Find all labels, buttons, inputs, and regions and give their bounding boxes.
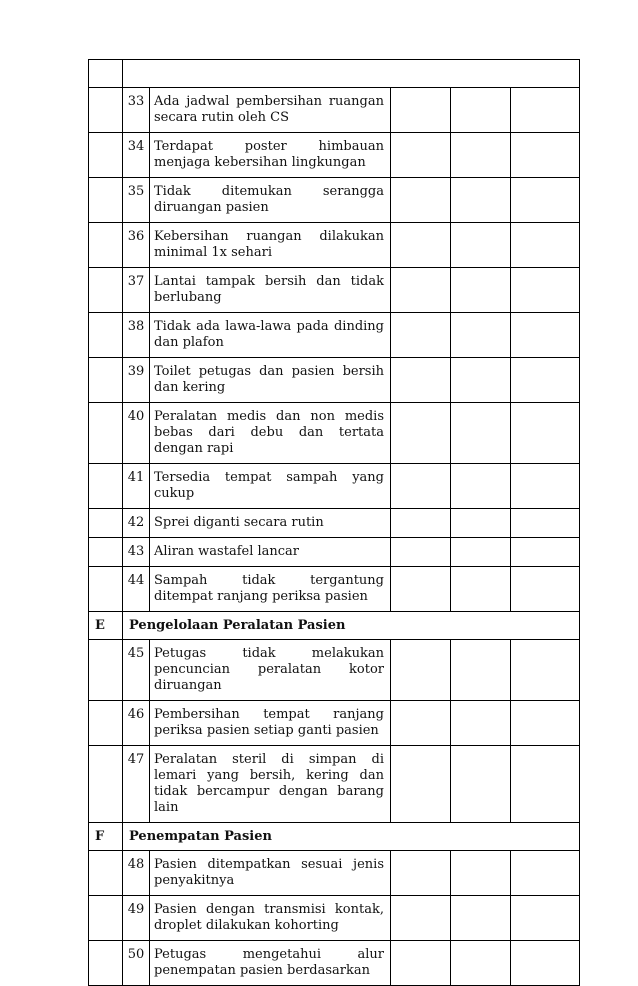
empty-cell: [89, 178, 123, 223]
check-cell[interactable]: [511, 567, 580, 612]
item-number: 44: [123, 567, 150, 612]
empty-cell: [89, 403, 123, 464]
check-cell[interactable]: [451, 313, 511, 358]
empty-cell: [89, 313, 123, 358]
check-cell[interactable]: [451, 851, 511, 896]
item-text: Peralatan steril di simpan di lemari yang bersih, kering dan tidak bercampur dengan barang lain: [150, 746, 391, 823]
check-cell[interactable]: [511, 896, 580, 941]
check-cell[interactable]: [391, 403, 451, 464]
check-cell[interactable]: [391, 701, 451, 746]
empty-cell: [89, 896, 123, 941]
check-cell[interactable]: [451, 403, 511, 464]
empty-cell: [89, 538, 123, 567]
check-cell[interactable]: [391, 567, 451, 612]
check-cell[interactable]: [511, 178, 580, 223]
check-cell[interactable]: [511, 640, 580, 701]
section-code: E: [89, 612, 123, 640]
check-cell[interactable]: [451, 268, 511, 313]
empty-cell: [89, 60, 123, 88]
blank-header-row: [89, 60, 580, 88]
checklist-table: [88, 59, 580, 986]
item-number: 46: [123, 701, 150, 746]
item-text: Sprei diganti secara rutin: [150, 509, 391, 538]
item-text: Terdapat poster himbauan menjaga kebersihan lingkungan: [150, 133, 391, 178]
item-text: Toilet petugas dan pasien bersih dan kering: [150, 358, 391, 403]
item-text: Aliran wastafel lancar: [150, 538, 391, 567]
check-cell[interactable]: [451, 567, 511, 612]
item-text: Petugas tidak melakukan pencuncian peralatan kotor diruangan: [150, 640, 391, 701]
item-text: Ada jadwal pembersihan ruangan secara rutin oleh CS: [150, 88, 391, 133]
item-text: Tidak ada lawa-lawa pada dinding dan plafon: [150, 313, 391, 358]
check-cell[interactable]: [391, 313, 451, 358]
item-text: Tidak ditemukan serangga diruangan pasien: [150, 178, 391, 223]
empty-cell: [89, 701, 123, 746]
empty-cell: [89, 746, 123, 823]
empty-cell: [89, 223, 123, 268]
empty-cell: [89, 851, 123, 896]
item-number: 40: [123, 403, 150, 464]
item-number: 38: [123, 313, 150, 358]
check-cell[interactable]: [451, 509, 511, 538]
table-row: [89, 464, 580, 509]
check-cell[interactable]: [511, 313, 580, 358]
item-text: Pembersihan tempat ranjang periksa pasien setiap ganti pasien: [150, 701, 391, 746]
empty-cell: [89, 567, 123, 612]
item-text: Sampah tidak tergantung ditempat ranjang periksa pasien: [150, 567, 391, 612]
table-row: [89, 509, 580, 538]
check-cell[interactable]: [391, 464, 451, 509]
check-cell[interactable]: [391, 178, 451, 223]
section-title: Penempatan Pasien: [123, 823, 580, 851]
item-number: 34: [123, 133, 150, 178]
check-cell[interactable]: [451, 701, 511, 746]
table-row: [89, 358, 580, 403]
empty-cell: [89, 268, 123, 313]
table-row: [89, 701, 580, 746]
check-cell[interactable]: [391, 133, 451, 178]
check-cell[interactable]: [451, 178, 511, 223]
empty-cell: [123, 60, 580, 88]
check-cell[interactable]: [451, 640, 511, 701]
table-row: [89, 567, 580, 612]
table-row: [89, 88, 580, 133]
check-cell[interactable]: [511, 223, 580, 268]
check-cell[interactable]: [511, 268, 580, 313]
item-number: 48: [123, 851, 150, 896]
item-number: 35: [123, 178, 150, 223]
item-text: Tersedia tempat sampah yang cukup: [150, 464, 391, 509]
table-row: [89, 268, 580, 313]
check-cell[interactable]: [511, 746, 580, 823]
empty-cell: [89, 133, 123, 178]
item-number: 33: [123, 88, 150, 133]
table-row: [89, 896, 580, 941]
check-cell[interactable]: [391, 640, 451, 701]
check-cell[interactable]: [511, 133, 580, 178]
item-text: Pasien dengan transmisi kontak, droplet dilakukan kohorting: [150, 896, 391, 941]
check-cell[interactable]: [451, 464, 511, 509]
table-row: [89, 313, 580, 358]
item-text: Pasien ditempatkan sesuai jenis penyakitnya: [150, 851, 391, 896]
check-cell[interactable]: [391, 223, 451, 268]
check-cell[interactable]: [511, 509, 580, 538]
check-cell[interactable]: [511, 464, 580, 509]
table-row: [89, 746, 580, 823]
check-cell[interactable]: [451, 538, 511, 567]
table-row: [89, 851, 580, 896]
item-text: Lantai tampak bersih dan tidak berlubang: [150, 268, 391, 313]
check-cell[interactable]: [451, 746, 511, 823]
item-number: 37: [123, 268, 150, 313]
table-row: [89, 178, 580, 223]
check-cell[interactable]: [451, 133, 511, 178]
table-row: [89, 403, 580, 464]
empty-cell: [89, 640, 123, 701]
table-row: [89, 538, 580, 567]
check-cell[interactable]: [391, 896, 451, 941]
check-cell[interactable]: [511, 701, 580, 746]
check-cell[interactable]: [391, 88, 451, 133]
section-code: F: [89, 823, 123, 851]
item-number: 49: [123, 896, 150, 941]
item-number: 43: [123, 538, 150, 567]
empty-cell: [89, 464, 123, 509]
check-cell[interactable]: [451, 896, 511, 941]
check-cell[interactable]: [391, 851, 451, 896]
table-row: [89, 640, 580, 701]
check-cell[interactable]: [391, 358, 451, 403]
item-text: Kebersihan ruangan dilakukan minimal 1x sehari: [150, 223, 391, 268]
item-text: Petugas mengetahui alur penempatan pasien berdasarkan: [150, 941, 391, 986]
table-row: [89, 223, 580, 268]
item-number: 50: [123, 941, 150, 986]
item-number: 47: [123, 746, 150, 823]
item-number: 42: [123, 509, 150, 538]
section-row: [89, 823, 580, 851]
section-title: Pengelolaan Peralatan Pasien: [123, 612, 580, 640]
table-row: [89, 133, 580, 178]
check-cell[interactable]: [511, 358, 580, 403]
check-cell[interactable]: [511, 88, 580, 133]
check-cell[interactable]: [391, 268, 451, 313]
check-cell[interactable]: [391, 538, 451, 567]
check-cell[interactable]: [451, 358, 511, 403]
empty-cell: [89, 88, 123, 133]
check-cell[interactable]: [511, 538, 580, 567]
check-cell[interactable]: [391, 746, 451, 823]
item-number: 41: [123, 464, 150, 509]
item-number: 45: [123, 640, 150, 701]
check-cell[interactable]: [511, 403, 580, 464]
check-cell[interactable]: [391, 509, 451, 538]
item-number: 39: [123, 358, 150, 403]
empty-cell: [89, 509, 123, 538]
item-text: Peralatan medis dan non medis bebas dari debu dan tertata dengan rapi: [150, 403, 391, 464]
check-cell[interactable]: [451, 223, 511, 268]
check-cell[interactable]: [511, 851, 580, 896]
empty-cell: [89, 358, 123, 403]
check-cell[interactable]: [451, 88, 511, 133]
section-row: [89, 612, 580, 640]
item-number: 36: [123, 223, 150, 268]
